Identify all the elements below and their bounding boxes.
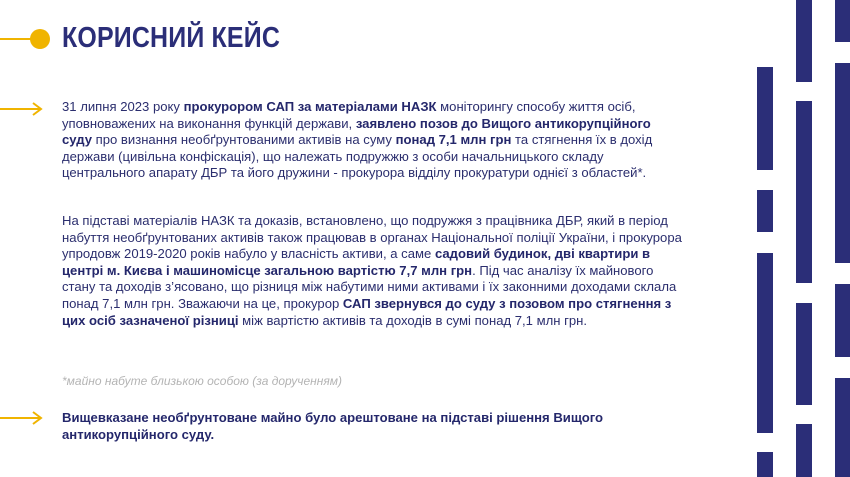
decor-bar	[757, 253, 773, 433]
decor-bar	[796, 424, 812, 477]
decor-bar	[796, 101, 812, 283]
p1-bold-2: заявлено позов до Вищого антикорупційного суду	[62, 115, 651, 148]
conclusion-paragraph: Вищевказане необґрунтоване майно було арештоване на підставі рішення Вищого антикорупційного суду.	[62, 410, 603, 442]
p2-bold-2: САП звернувся до суду з позовом про стягнення з цих осіб зазначеної різниці	[62, 295, 672, 328]
bullet-arrow-icon	[0, 101, 44, 117]
decor-bar	[796, 0, 812, 82]
p2-text-3: між вартістю активів та доходів в сумі понад 7,1 млн грн.	[238, 312, 588, 328]
p1-text-3: про визнання необґрунтованими активів на суму	[92, 132, 396, 148]
decor-bar	[835, 284, 850, 357]
title-dot-icon	[30, 29, 50, 49]
p1-bold-3: понад 7,1 млн грн	[395, 132, 512, 148]
decor-bar	[757, 190, 773, 232]
decor-bar	[757, 452, 773, 477]
p1-bold-1: прокурором САП за матеріалами НАЗК	[183, 99, 437, 114]
case-paragraph-1	[62, 99, 682, 182]
page-title: КОРИСНИЙ КЕЙС	[62, 22, 281, 54]
case-paragraph-2	[62, 213, 682, 329]
p1-text-1: 31 липня 2023 року	[62, 99, 184, 114]
p2-text-2: . Під час аналізу їх майнового стану та доходів з’ясовано, що різниця між набутими ними активами і їх законними доходами склала понад 7,1 млн грн. Зважаючи на це, прокурор	[62, 262, 677, 311]
footnote: *майно набуте близькою особою (за дорученням)	[62, 374, 343, 388]
p2-text-1: На підставі матеріалів НАЗК та доказів, встановлено, що подружжя з працівника ДБР, який в період набуття необґрунтованих активів також працював в органах Національної поліції України, і прокурора упродовж 2019-2020 років набуло у власність активи, а саме	[62, 213, 682, 262]
p1-text-4: та стягнення їх в дохід держави (цивільна конфіскація), що належать подружжю з особи начальницького складу центрального апарату ДБР та його дружини - прокурора відділу прокуратури однієї з областей*.	[62, 132, 653, 181]
decor-bar	[835, 378, 850, 477]
decor-bar	[757, 67, 773, 170]
decor-bar	[835, 63, 850, 263]
decor-bar	[796, 303, 812, 405]
p2-bold-1: садовий будинок, дві квартири в центрі м. Києва і машиномісце загальною вартістю 7,7 млн грн	[62, 246, 651, 278]
decor-bar	[835, 0, 850, 42]
bullet-arrow-icon	[0, 410, 44, 426]
p1-text-2: моніторингу способу життя осіб, уповноважених на виконання функцій держави,	[62, 99, 636, 131]
